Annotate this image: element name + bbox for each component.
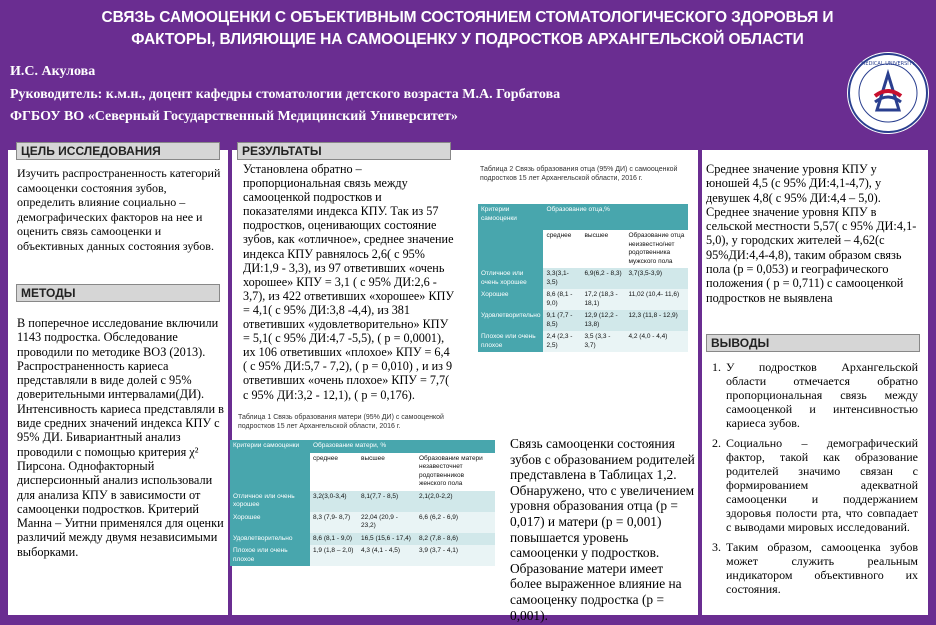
list-item: 2. Социально – демографический фактор, такой как образование родителей значимо связан с формированием адекватной самооценки и поддержанием здоровья полости рта, что совпадает с выводами мировых исследований.	[712, 436, 918, 534]
table1-col-header: Критерии самооценки	[230, 440, 310, 453]
aim-heading: ЦЕЛЬ ИССЛЕДОВАНИЯ	[16, 142, 220, 160]
table1-row-label: Плохое или очень плохое	[230, 545, 310, 566]
conclusions-heading: ВЫВОДЫ	[706, 334, 920, 352]
institution: ФГБОУ ВО «Северный Государственный Медицинский Университет»	[10, 109, 458, 124]
table1-cell: 16,5 (15,6 - 17,4)	[358, 533, 416, 546]
table1-subheader: среднее	[310, 453, 358, 491]
table1-cell: 8,2 (7,8 - 8,6)	[416, 533, 495, 546]
conclusion-text: Таким образом, самооценка зубов может служить реальным индикатором объективного их состояния.	[726, 540, 918, 596]
table-row	[230, 545, 495, 566]
table1-cell: 8,6 (8,1 - 9,0)	[310, 533, 358, 546]
title-line-2: ФАКТОРЫ, ВЛИЯЮЩИЕ НА САМООЦЕНКУ У ПОДРОСТКОВ АРХАНГЕЛЬСКОЙ ОБЛАСТИ	[131, 31, 804, 48]
results-heading: РЕЗУЛЬТАТЫ	[237, 142, 451, 160]
table2-cell: 6,9(6,2 - 8,3)	[581, 268, 625, 289]
conclusions-list	[714, 360, 918, 602]
results-text-gender: Среднее значение уровня КПУ у юношей 4,5 (с 95% ДИ:4,1-4,7), у девушек 4,8( с 95% ДИ:4,4 – 5,0). Среднее значение уровня КПУ в сельской местности 5,57( с 95% ДИ:4,1-5,0), у городских жителей – 4,62(с 95%ДИ:4,4-4,8), таким образом связь пола (р = 0,053) и географического положения ( р = 0,711) с самооценкой подростков не выявлена	[706, 162, 917, 305]
table2-subheader: среднее	[543, 230, 581, 268]
table1-caption: Таблица 1 Связь образования матери (95% ДИ) с самооценкой подростков 15 лет Архангельской области, 2016 г.	[238, 414, 444, 430]
table2-cell: 3,3(3,1-3,5)	[543, 268, 581, 289]
table-row	[478, 310, 688, 331]
table2-cell: 2,4 (2,3 - 2,5)	[543, 331, 581, 352]
table2-cell: 12,3 (11,8 - 12,9)	[625, 310, 688, 331]
conclusion-text: У подростков Архангельской области отмечается обратно пропорциональная связь между самооценкой и интенсивностью кариеса зубов.	[726, 360, 918, 430]
list-item: 1. У подростков Архангельской области отмечается обратно пропорциональная связь между самооценкой и интенсивностью кариеса зубов.	[712, 360, 918, 430]
table2-cell: 4,2 (4,0 - 4,4)	[625, 331, 688, 352]
table2-group-header: Образование отца,%	[543, 204, 688, 230]
conclusion-text: Социально – демографический фактор, такой как образование родителей значимо связан с формированием адекватной самооценки и поддержанием здоровья полости рта, что совпадает с выводами мировых исследований.	[726, 436, 918, 534]
table1-cell: 8,1(7,7 - 8,5)	[358, 491, 416, 512]
table2-caption: Таблица 2 Связь образования отца (95% ДИ) с самооценкой подростков 15 лет Архангельской области, 2016 г.	[480, 166, 678, 182]
supervisor: Руководитель: к.м.н., доцент кафедры стоматологии детского возраста М.А. Горбатова	[10, 87, 561, 102]
table1-group-header: Образование матери, %	[310, 440, 495, 453]
list-item: 3. Таким образом, самооценка зубов может служить реальным индикатором объективного их состояния.	[712, 540, 918, 596]
table1-row-label: Отличное или очень хорошее	[230, 491, 310, 512]
table1-cell: 3,9 (3,7 - 4,1)	[416, 545, 495, 566]
table2-cell: 3,7(3,5-3,9)	[625, 268, 688, 289]
table1-cell: 6,6 (6,2 - 6,9)	[416, 512, 495, 533]
results-parents-paragraph: Связь самооценки состояния зубов с образованием родителей представлена в Таблицах 1,2. Обнаружено, что с увеличением уровня образования отца (р = 0,017) и матери (р = 0,001) повышается уровень самооценки у подростков.	[510, 436, 695, 561]
table1-cell: 2,1(2,0-2,2)	[416, 491, 495, 512]
table1-cell: 4,3 (4,1 - 4,5)	[358, 545, 416, 566]
svg-text:MEDICAL UNIVERSITY: MEDICAL UNIVERSITY	[861, 61, 915, 67]
results-text-parents	[510, 436, 698, 623]
table-row	[478, 268, 688, 289]
aim-text: Изучить распространенность категорий самооценки состояния зубов, определить влияние социально – демографических факторов на нее и оценить связь самооценки и объективных данных состояния зубов.	[17, 166, 221, 253]
table1-row-label: Удовлетворительно	[230, 533, 310, 546]
table1-cell: 22,04 (20,9 - 23,2)	[358, 512, 416, 533]
table1-cell: 3,2(3,0-3,4)	[310, 491, 358, 512]
title-line-1: СВЯЗЬ САМООЦЕНКИ С ОБЪЕКТИВНЫМ СОСТОЯНИЕМ СТОМАТОЛОГИЧЕСКОГО ЗДОРОВЬЯ И	[101, 9, 834, 26]
methods-text: В поперечное исследование включили 1143 подростка. Обследование проводили по методике ВОЗ (2013). Распространенность кариеса представляли в виде долей с 95% доверительными интервалами(ДИ). Интенсивность кариеса представляли в виде средних значений индекса КПУ с 95% ДИ. Бивариантный анализ проводили с помощью критерия χ² Пирсона. Однофакторный дисперсионный анализ использовали для анализа КПУ в зависимости от самооценки подростков. Критерий Манна – Уитни применялся для оценки различий между двумя независимыми выборками.	[17, 316, 224, 559]
table1-row-label: Хорошее	[230, 512, 310, 533]
table2-cell: 8,6 (8,1 - 9,0)	[543, 289, 581, 310]
results-text-main: Установлена обратно – пропорциональная связь между самооценкой подростков и показателями индекса КПУ. Так из 57 подростков, оценивающих состояние зубов, как «отличное», среднее значение индекса КПУ равнялось 2,6( с 95% ДИ:1,9 - 3,3), из 97 ответивших «очень хорошее» КПУ = 3,1 ( с 95% ДИ:2,6 - 3,7), из 422 ответивших «хорошее» КПУ = 4,1( с 95% ДИ:3,8 -4,4), из 381 ответивших «удовлетворительно» КПУ = 5,1( с 95% ДИ:4,7 -5,5), ( р = 0,0001), их 106 ответивших «плохое» КПУ = 6,4 ( с 95% ДИ:5,7 - 7,2), ( р = 0,010) , и из 9 ответивших «очень плохое» КПУ = 7,7( с 95% ДИ:3,2 - 12,1), ( р = 0,176).	[243, 162, 455, 402]
table2-col-header: Критерии самооценки	[478, 204, 543, 230]
table-row	[230, 512, 495, 533]
table1-cell: 1,9 (1,8 – 2,0)	[310, 545, 358, 566]
methods-heading: МЕТОДЫ	[16, 284, 220, 302]
table2	[478, 204, 688, 352]
table-row	[478, 331, 688, 352]
university-seal-logo	[847, 52, 929, 134]
table2-cell: 12,9 (12,2 - 13,8)	[581, 310, 625, 331]
table1-subheader: высшее	[358, 453, 416, 491]
results-mother-paragraph: Образование матери имеет более выраженное влияние на самооценку подростка (р = 0,001).	[510, 560, 682, 623]
table1-cell: 8,3 (7,9- 8,7)	[310, 512, 358, 533]
table-row	[230, 533, 495, 546]
table2-row-label: Хорошее	[478, 289, 543, 310]
table2-cell: 9,1 (7,7 - 8,5)	[543, 310, 581, 331]
table-row	[230, 491, 495, 512]
table2-cell: 3,5 (3,3 - 3,7)	[581, 331, 625, 352]
table1	[230, 440, 495, 566]
table2-row-label: Отличное или очень хорошее	[478, 268, 543, 289]
table2-subheader: высшее	[581, 230, 625, 268]
table-row	[478, 289, 688, 310]
poster-title	[10, 7, 925, 51]
table2-row-label: Удовлетворительно	[478, 310, 543, 331]
author: И.С. Акулова	[10, 64, 96, 79]
table2-cell: 17,2 (18,3 - 18,1)	[581, 289, 625, 310]
poster-header	[0, 0, 936, 142]
table2-subheader: Образование отца неизвестно/нет родотвенника мужского пола	[625, 230, 688, 268]
table2-row-label: Плохое или очень плохое	[478, 331, 543, 352]
table2-cell: 11,02 (10,4- 11,6)	[625, 289, 688, 310]
table1-subheader: Образование матери незавесточнет родотвенников женского пола	[416, 453, 495, 491]
